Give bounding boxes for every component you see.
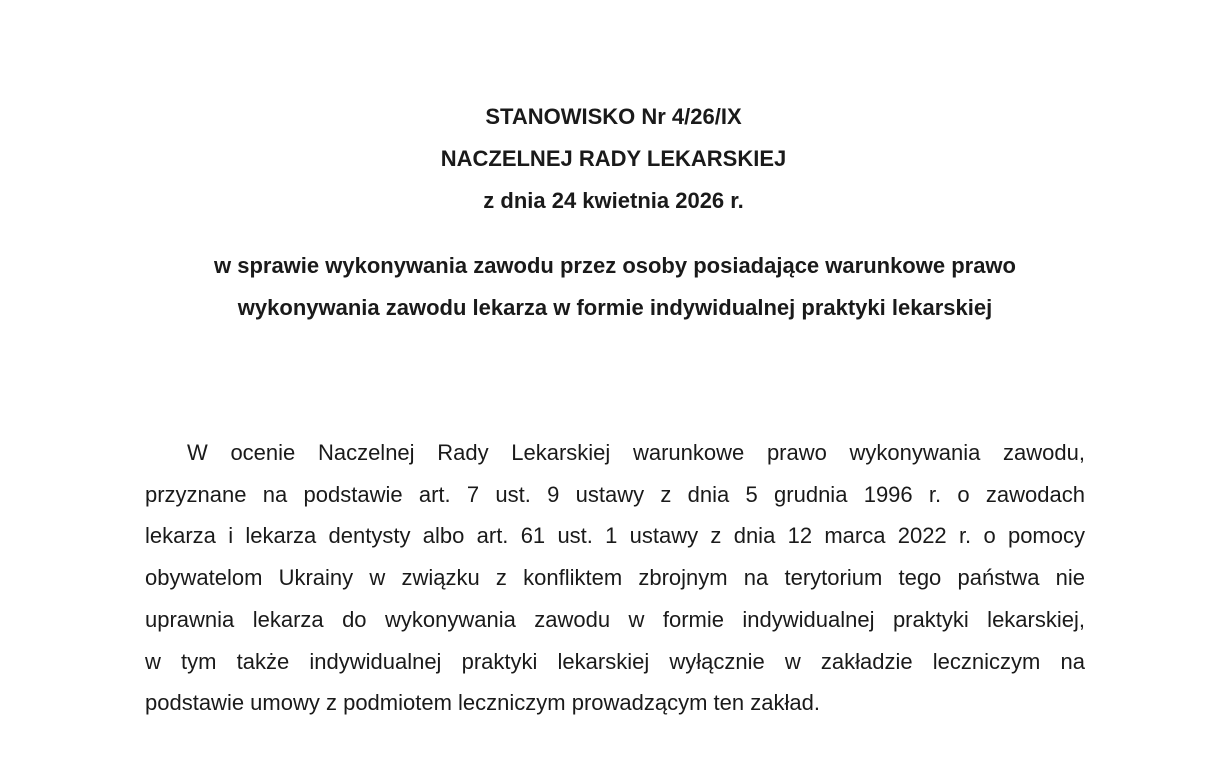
document-title: STANOWISKO Nr 4/26/IX	[485, 104, 742, 129]
subject-line: wykonywania zawodu lekarza w formie indywidualnej praktyki lekarskiej	[237, 295, 993, 320]
document-subject	[140, 245, 1090, 329]
subject-line: w sprawie wykonywania zawodu przez osoby posiadające warunkowe prawo	[213, 253, 1016, 278]
body-line: uprawnia lekarza do wykonywania zawodu w formie indywidualnej praktyki lekarskiej,	[145, 606, 1085, 632]
document-body-paragraph	[145, 432, 1085, 724]
body-line: w tym także indywidualnej praktyki lekarskiej wyłącznie w zakładzie leczniczym na	[145, 648, 1085, 674]
document-issuer: NACZELNEJ RADY LEKARSKIEJ	[440, 146, 787, 171]
document-header	[0, 96, 1227, 222]
document-date: z dnia 24 kwietnia 2026 r.	[483, 188, 744, 213]
body-line: przyznane na podstawie art. 7 ust. 9 ustawy z dnia 5 grudnia 1996 r. o zawodach	[145, 481, 1085, 507]
body-line: obywatelom Ukrainy w związku z konfliktem zbrojnym na terytorium tego państwa nie	[145, 565, 1085, 591]
body-line: podstawie umowy z podmiotem leczniczym prowadzącym ten zakład.	[145, 690, 820, 716]
body-line: lekarza i lekarza dentysty albo art. 61 ust. 1 ustawy z dnia 12 marca 2022 r. o pomocy	[145, 523, 1085, 549]
body-line: W ocenie Naczelnej Rady Lekarskiej warunkowe prawo wykonywania zawodu,	[187, 440, 1085, 465]
